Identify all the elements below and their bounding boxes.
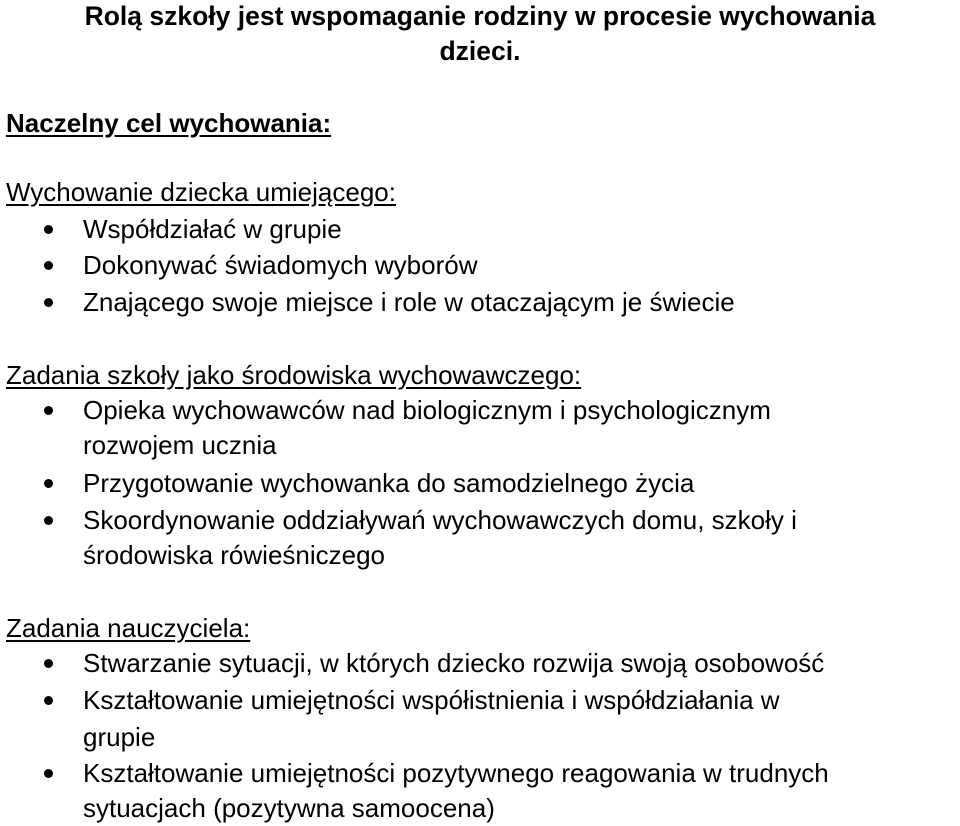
bullet-icon xyxy=(44,225,53,234)
list-item: Znającego swoje miejsce i role w otaczającym je świecie xyxy=(83,287,735,317)
bullet-icon xyxy=(44,769,53,778)
list-item: Współdziałać w grupie xyxy=(83,214,342,244)
bullet-icon xyxy=(44,406,53,415)
list-item: Opieka wychowawców nad biologicznym i psychologicznym xyxy=(83,395,771,425)
list-item-continuation: grupie xyxy=(83,722,156,752)
list-item-continuation: sytuacjach (pozytywna samoocena) xyxy=(83,793,495,823)
section2-heading: Zadania szkoły jako środowiska wychowawczego: xyxy=(6,360,582,390)
bullet-icon xyxy=(44,659,53,668)
list-item-continuation: środowiska rówieśniczego xyxy=(83,540,386,570)
bullet-icon xyxy=(44,516,53,525)
main-goal-heading: Naczelny cel wychowania: xyxy=(6,108,332,138)
list-item: Kształtowanie umiejętności pozytywnego reagowania w trudnych xyxy=(83,758,829,788)
bullet-icon xyxy=(44,479,53,488)
list-item: Kształtowanie umiejętności współistnienia i współdziałania w xyxy=(83,685,780,715)
list-item: Przygotowanie wychowanka do samodzielnego życia xyxy=(83,468,695,498)
page-title-line1: Rolą szkoły jest wspomaganie rodziny w procesie wychowania xyxy=(84,1,876,31)
bullet-icon xyxy=(44,696,53,705)
section1-heading: Wychowanie dziecka umiejącego: xyxy=(6,177,396,207)
bullet-icon xyxy=(44,298,53,307)
page-title-line2: dzieci. xyxy=(439,36,521,66)
bullet-icon xyxy=(44,261,53,270)
list-item: Dokonywać świadomych wyborów xyxy=(83,250,478,280)
section3-heading: Zadania nauczyciela: xyxy=(6,613,251,643)
list-item: Skoordynowanie oddziaływań wychowawczych domu, szkoły i xyxy=(83,505,797,535)
list-item-continuation: rozwojem ucznia xyxy=(83,430,277,460)
list-item: Stwarzanie sytuacji, w których dziecko rozwija swoją osobowość xyxy=(83,648,825,678)
